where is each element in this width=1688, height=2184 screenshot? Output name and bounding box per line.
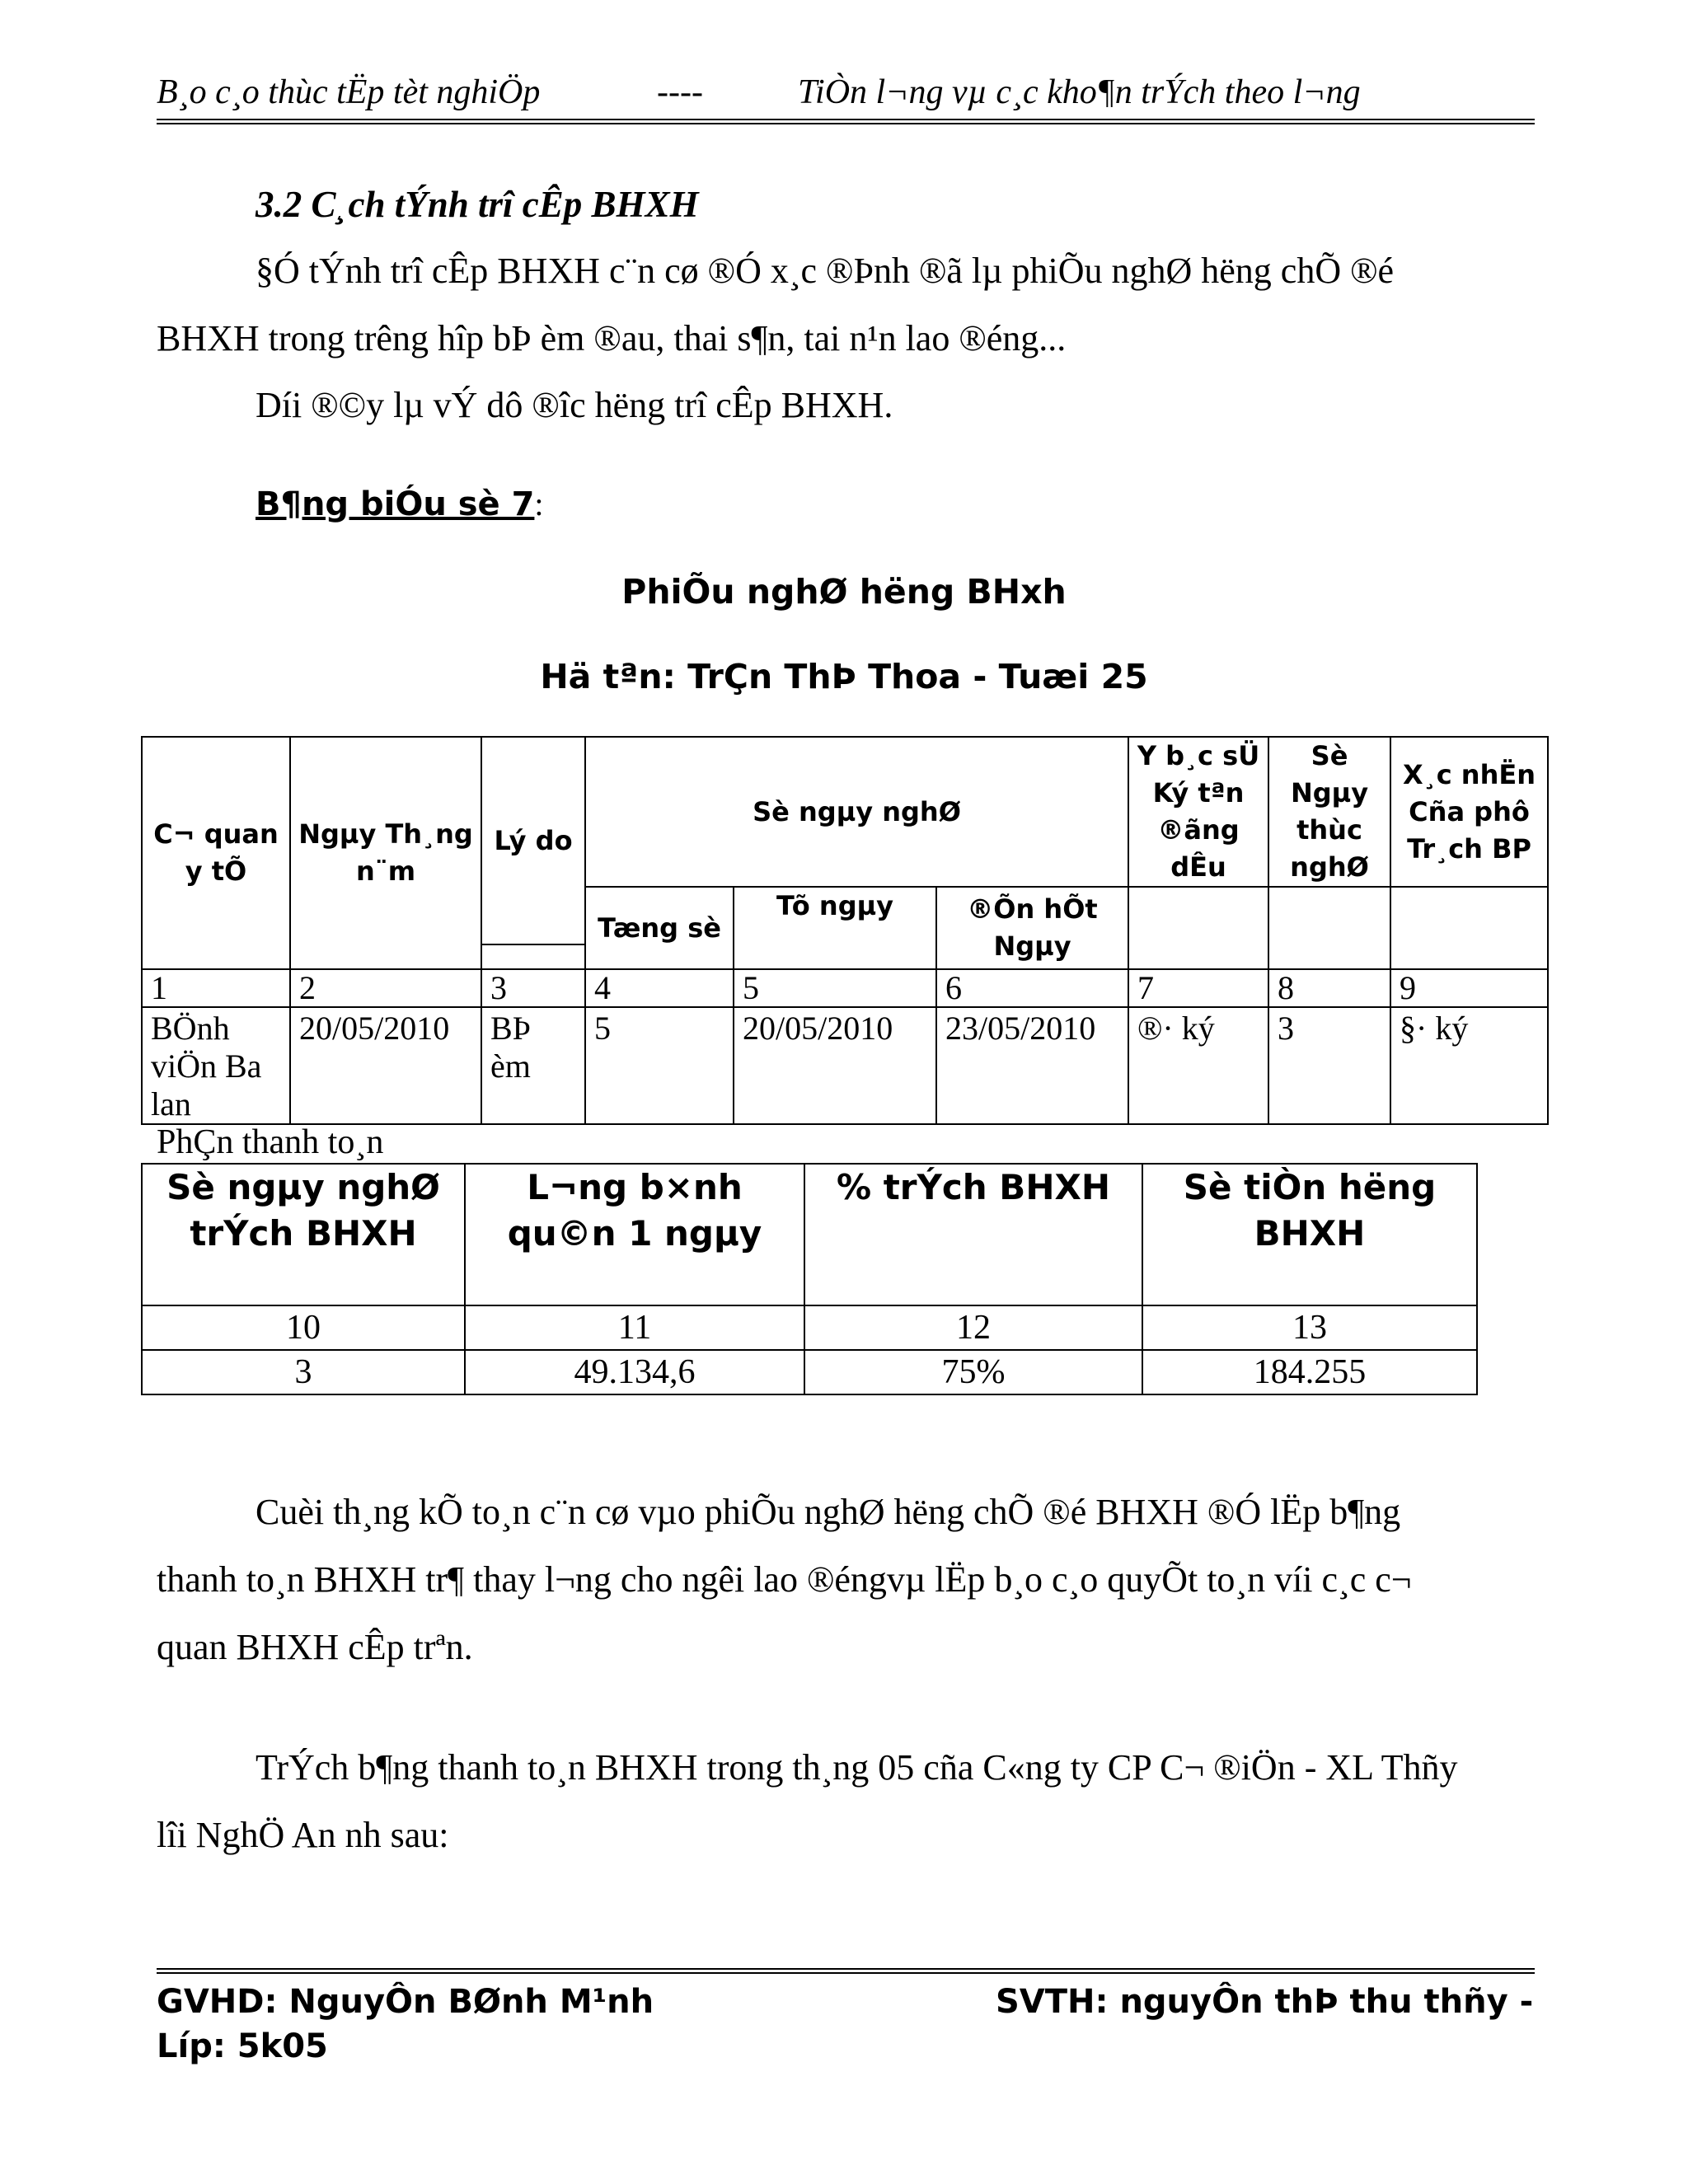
header-actual-days: Sè Ngµy thùc nghØ: [1268, 737, 1390, 887]
header-cell-empty: [1268, 887, 1390, 969]
header-total-days: Tæng sè: [585, 887, 734, 969]
footer-supervisor: GVHD: NguyÔn BØnh M¹nh: [157, 1983, 654, 2021]
cell-percent: 75%: [804, 1350, 1142, 1394]
column-number: 4: [585, 969, 734, 1007]
column-number: 13: [1142, 1305, 1477, 1350]
header-amount: Sè tiÒn hëng BHXH: [1142, 1164, 1477, 1305]
header-confirm: X¸c nhËn Cña phô Tr¸ch BP: [1390, 737, 1548, 887]
column-number: 2: [290, 969, 481, 1007]
cell-actual-days: 3: [1268, 1007, 1390, 1124]
paragraph-line: quan BHXH cÊp trªn.: [157, 1627, 473, 1667]
header-rule-top: [157, 119, 1535, 120]
column-number: 1: [142, 969, 290, 1007]
column-number: 12: [804, 1305, 1142, 1350]
header-doctor: Y b¸c sÜ Ký tªn ®ãng dÊu: [1128, 737, 1268, 887]
cell-leave-days: 3: [142, 1350, 465, 1394]
table-label-text: B¶ng biÓu sè 7: [256, 485, 535, 523]
header-date: Ngµy Th¸ng n¨m: [290, 737, 481, 969]
column-number: 9: [1390, 969, 1548, 1007]
cell-agency: BÖnh viÖn Ba lan: [142, 1007, 290, 1124]
footer-student: SVTH: nguyÔn thÞ thu thñy -: [996, 1983, 1534, 2021]
column-number: 7: [1128, 969, 1268, 1007]
table-number-row: [142, 1305, 1477, 1350]
footer-class: Líp: 5k05: [157, 2027, 328, 2065]
header-from-date: Tõ ngµy: [734, 887, 936, 969]
form-title: PhiÕu nghØ hëng BHxh: [621, 572, 1067, 612]
header-rule-bottom: [157, 123, 1535, 124]
header-percent: % trÝch BHXH: [804, 1164, 1142, 1305]
cell-date: 20/05/2010: [290, 1007, 481, 1124]
column-number: 5: [734, 969, 936, 1007]
cell-avg-wage: 49.134,6: [465, 1350, 804, 1394]
header-reason: Lý do: [481, 737, 585, 944]
column-number: 10: [142, 1305, 465, 1350]
table-number-row: [142, 969, 1548, 1007]
cell-reason: BÞ èm: [481, 1007, 585, 1124]
cell-confirm: §· ký: [1390, 1007, 1548, 1124]
header-separator: ----: [657, 73, 703, 111]
table-row: [142, 1007, 1548, 1124]
cell-total-days: 5: [585, 1007, 734, 1124]
header-agency: C¬ quan y tÕ: [142, 737, 290, 969]
paragraph-line: thanh to¸n BHXH tr¶ thay l¬ng cho ngêi lao ®éngvµ lËp b¸o c¸o quyÕt to¸n víi c¸c c¬: [157, 1559, 1412, 1600]
paragraph-line: Cuèi th¸ng kÕ to¸n c¨n cø vµo phiÕu nghØ hëng chÕ ®é BHXH ®Ó lËp b¶ng: [256, 1492, 1401, 1532]
column-number: 3: [481, 969, 585, 1007]
leave-form-table: [141, 736, 1549, 1125]
cell-amount: 184.255: [1142, 1350, 1477, 1394]
cell-from-date: 20/05/2010: [734, 1007, 936, 1124]
table-label-colon: :: [534, 485, 544, 523]
cell-doctor-signature: ®· ký: [1128, 1007, 1268, 1124]
payment-table: [141, 1163, 1478, 1395]
header-cell-empty: [1128, 887, 1268, 969]
payment-label: PhÇn thanh to¸n: [157, 1123, 384, 1161]
section-title: 3.2 C¸ch tÝnh trî cÊp BHXH: [256, 184, 699, 225]
table-row: [142, 1350, 1477, 1394]
paragraph-line: BHXH trong trêng hîp bÞ èm ®au, thai s¶n, tai n¹n lao ®éng...: [157, 318, 1067, 359]
paragraph-line: §Ó tÝnh trî cÊp BHXH c¨n cø ®Ó x¸c ®Þnh ®ã lµ phiÕu nghØ hëng chÕ ®é: [256, 251, 1395, 291]
paragraph-line: Díi ®©y lµ vÝ dô ®îc hëng trî cÊp BHXH.: [256, 385, 893, 425]
cell-to-date: 23/05/2010: [936, 1007, 1128, 1124]
header-cell-empty: [1390, 887, 1548, 969]
header-cell-empty: [481, 944, 585, 969]
table-label: [256, 485, 544, 523]
form-person: Hä tªn: TrÇn ThÞ Thoa - Tuæi 25: [540, 657, 1148, 696]
column-number: 11: [465, 1305, 804, 1350]
paragraph-line: TrÝch b¶ng thanh to¸n BHXH trong th¸ng 05 cña C«ng ty CP C¬ ®iÖn - XL Thñy: [256, 1747, 1458, 1788]
header-days-group: Sè ngµy nghØ: [585, 737, 1128, 887]
footer-rule-bottom: [157, 1972, 1535, 1974]
header-avg-wage: L¬ng b×nh qu©n 1 ngµy: [465, 1164, 804, 1305]
footer-rule-top: [157, 1968, 1535, 1970]
column-number: 8: [1268, 969, 1390, 1007]
header-topic: TiÒn l¬ng vµ c¸c kho¶n trÝch theo l¬ng: [798, 73, 1361, 111]
column-number: 6: [936, 969, 1128, 1007]
paragraph-line: lîi NghÖ An nh sau:: [157, 1815, 449, 1855]
header-to-date: ®Õn hÕt Ngµy: [936, 887, 1128, 969]
header-report-title: B¸o c¸o thùc tËp tèt nghiÖp: [157, 73, 541, 111]
header-leave-days: Sè ngµy nghØ trÝch BHXH: [142, 1164, 465, 1305]
